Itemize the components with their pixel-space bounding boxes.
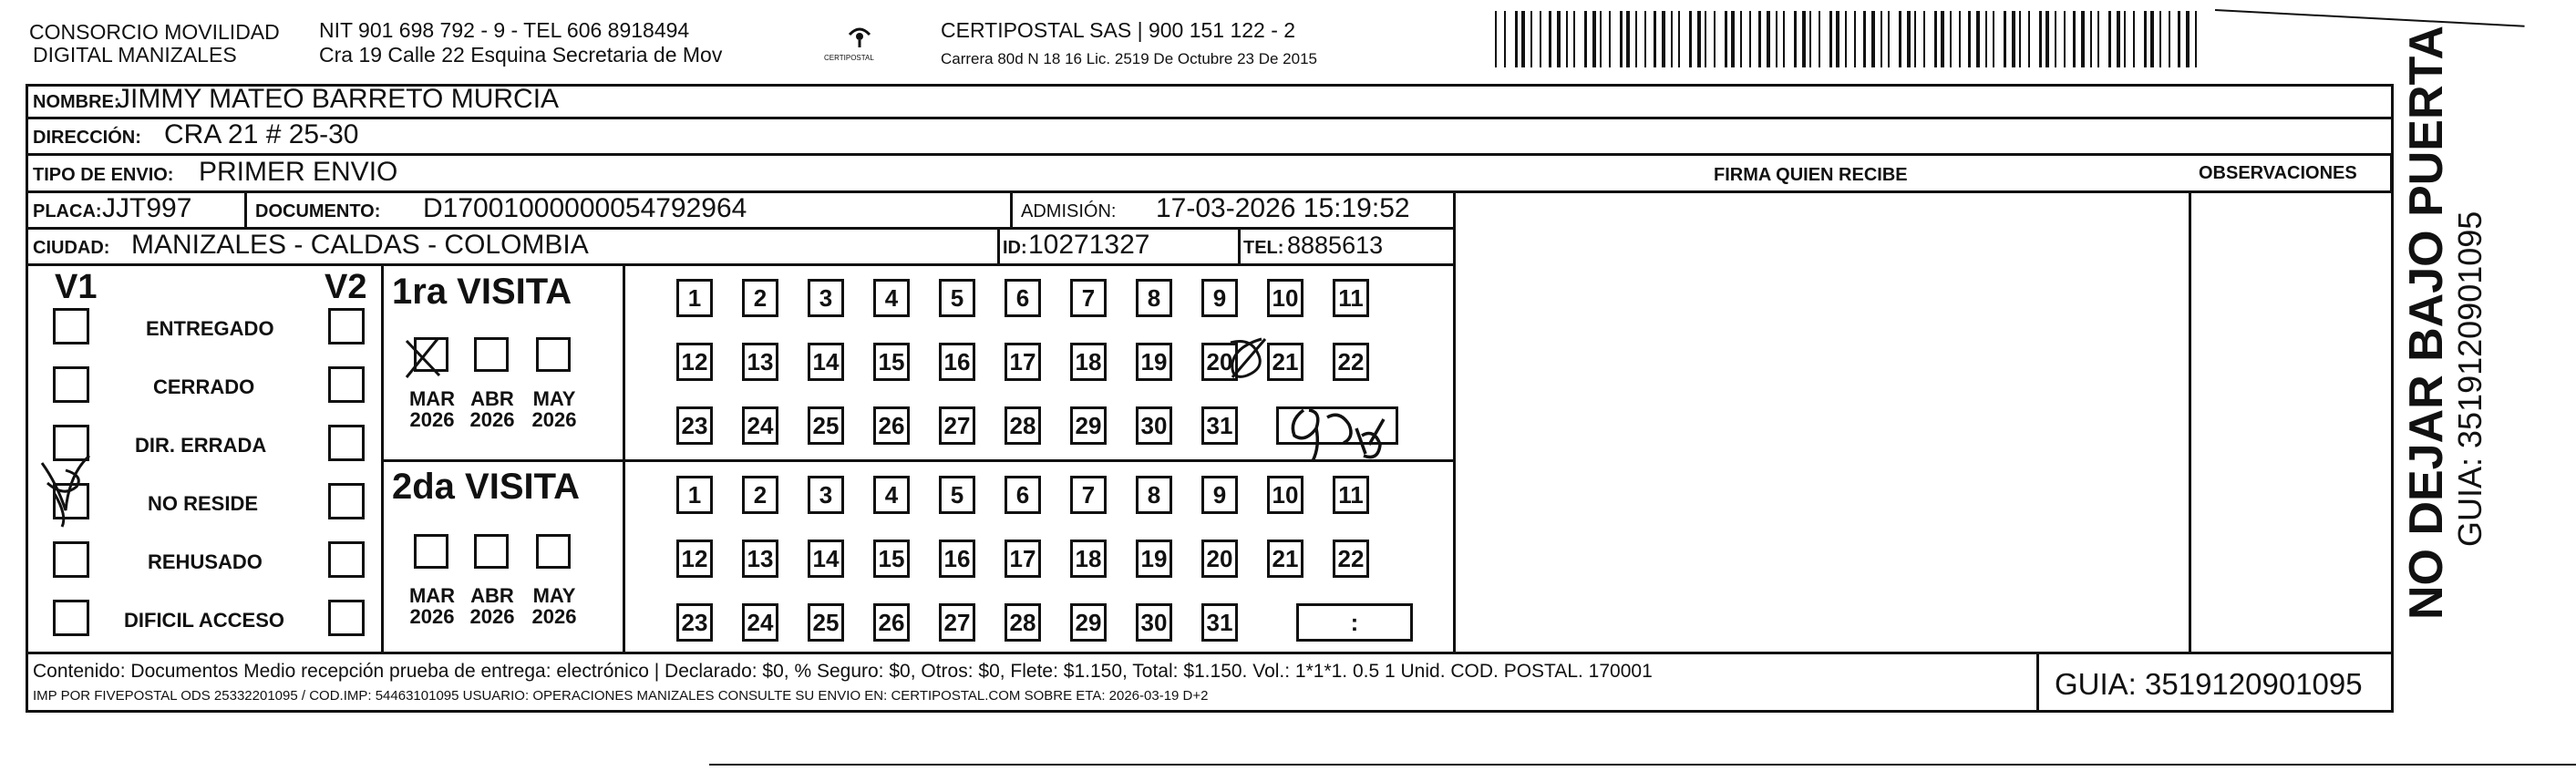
day-box[interactable]: 27 [939,406,975,445]
day-box[interactable]: 13 [742,540,778,578]
firma-header: FIRMA QUIEN RECIBE [1714,165,1908,185]
day-box[interactable]: 25 [808,603,844,642]
side-guia: GUIA: 3519120901095 [2451,211,2488,547]
day-box[interactable]: 8 [1136,279,1172,317]
reason-label: CERRADO [153,375,255,398]
day-box[interactable]: 20 [1201,343,1238,381]
recipient-address: CRA 21 # 25-30 [164,119,359,149]
certipostal-nit: CERTIPOSTAL SAS | 900 151 122 - 2 [941,18,1296,42]
day-box[interactable]: 15 [873,343,910,381]
reason-label: REHUSADO [148,550,263,573]
admission-date: 17-03-2026 15:19:52 [1156,193,1410,223]
month-label: MAY 2026 [531,584,577,629]
day-box[interactable]: 17 [1005,343,1041,381]
month-label: MAR 2026 [408,387,456,432]
footer-imp: IMP POR FIVEPOSTAL ODS 25332201095 / COD.IMP: 54463101095 USUARIO: OPERACIONES MANIZALES CONSULTE SU ENVIO EN: CERTIPOSTAL.COM SOBRE ETA: 2026-03-19 D+2 [33,688,1209,704]
day-box[interactable]: 24 [742,406,778,445]
nombre-label: NOMBRE: [33,92,120,112]
side-warning: NO DEJAR BAJO PUERTA [2400,25,2453,620]
v2-header: V2 [325,268,367,306]
phone-number: 8885613 [1287,231,1384,259]
day-box[interactable]: 26 [873,603,910,642]
month-label: ABR 2026 [469,387,515,432]
license-line: Carrera 80d N 18 16 Lic. 2519 De Octubre 23 De 2015 [941,50,1317,67]
day-box[interactable]: 10 [1267,476,1303,514]
direccion-label: DIRECCIÓN: [33,128,141,148]
footer-content: Contenido: Documentos Medio recepción prueba de entrega: electrónico | Declarado: $0, % Seguro: $0, Otros: $0, Flete: $1.150, Total: $1.150. Vol.: 1*1*1. 0.5 1 Unid. COD. POSTAL. 170001 [33,661,1653,682]
reason-label: ENTREGADO [146,317,274,340]
ciudad-label: CIUDAD: [33,238,110,258]
id-label: ID: [1003,238,1027,258]
month-label: ABR 2026 [469,584,515,629]
city: MANIZALES - CALDAS - COLOMBIA [131,230,589,260]
day-box[interactable]: 16 [939,343,975,381]
day-box[interactable]: 19 [1136,343,1172,381]
day-box[interactable]: 4 [873,279,910,317]
day-box[interactable]: 2 [742,279,778,317]
day-box[interactable]: 5 [939,279,975,317]
day-box[interactable]: 3 [808,279,844,317]
day-box[interactable]: 14 [808,343,844,381]
company-nit: NIT 901 698 792 - 9 - TEL 606 8918494 [319,18,690,42]
id-number: 10271327 [1028,230,1150,260]
day-box[interactable]: 9 [1201,476,1238,514]
day-box[interactable]: 8 [1136,476,1172,514]
placa-label: PLACA: [33,201,102,221]
reason-label: DIR. ERRADA [135,434,267,457]
day-box[interactable]: 31 [1201,406,1238,445]
footer-guia: GUIA: 3519120901095 [2055,667,2363,701]
day-box[interactable]: 6 [1005,476,1041,514]
day-box[interactable]: 24 [742,603,778,642]
day-box[interactable]: 31 [1201,603,1238,642]
day-box[interactable]: 17 [1005,540,1041,578]
bottom-edge-line [709,764,2576,766]
visit2-title: 2da VISITA [392,467,580,507]
day-box[interactable]: 23 [676,406,713,445]
company-name: CONSORCIO MOVILIDAD [29,20,280,44]
month-label: MAY 2026 [531,387,577,432]
day-box[interactable]: 4 [873,476,910,514]
handwritten-time [1293,410,1384,461]
day-box[interactable]: 15 [873,540,910,578]
day-box[interactable]: 16 [939,540,975,578]
day-box[interactable]: 28 [1005,603,1041,642]
document-number: D17001000000054792964 [423,193,747,223]
documento-label: DOCUMENTO: [255,201,381,221]
recipient-name: JIMMY MATEO BARRETO MURCIA [117,84,560,114]
day-box[interactable]: 11 [1333,279,1369,317]
reason-label: NO RESIDE [148,492,259,515]
day-box[interactable]: 18 [1070,540,1107,578]
day-box[interactable]: 1 [676,279,713,317]
company-address: Cra 19 Calle 22 Esquina Secretaria de Mov [319,43,723,67]
day-box[interactable]: 27 [939,603,975,642]
day-box[interactable]: 14 [808,540,844,578]
day-box[interactable]: 22 [1333,343,1369,381]
day-box[interactable]: 9 [1201,279,1238,317]
day-box[interactable]: 30 [1136,603,1172,642]
day-box[interactable]: 22 [1333,540,1369,578]
plate-number: JJT997 [102,193,192,223]
month-label: MAR 2026 [408,584,456,629]
day-box[interactable]: 3 [808,476,844,514]
tel-label: TEL: [1243,238,1284,258]
day-box[interactable]: 20 [1201,540,1238,578]
time-box[interactable]: : [1296,603,1413,642]
cross-mark-icon [407,339,439,377]
day-box[interactable]: 28 [1005,406,1041,445]
shipment-type: PRIMER ENVIO [199,157,398,187]
reason-label: DIFICIL ACCESO [124,609,285,632]
visit1-title: 1ra VISITA [392,272,572,312]
day-box[interactable]: 6 [1005,279,1041,317]
day-box[interactable]: 12 [676,540,713,578]
day-box[interactable]: 7 [1070,279,1107,317]
day-box[interactable]: 5 [939,476,975,514]
day-box[interactable]: 12 [676,343,713,381]
day-box[interactable]: 26 [873,406,910,445]
day-box[interactable]: 21 [1267,540,1303,578]
v1-header: V1 [55,268,98,306]
day-box[interactable]: 21 [1267,343,1303,381]
admision-label: ADMISIÓN: [1021,201,1117,221]
day-box[interactable]: 29 [1070,406,1107,445]
checkmark-scribble-icon [42,456,89,527]
scribble-mark-icon [1231,339,1265,377]
day-box[interactable]: 10 [1267,279,1303,317]
day-box[interactable]: 19 [1136,540,1172,578]
tipo-label: TIPO DE ENVIO: [33,165,174,185]
day-box[interactable]: 18 [1070,343,1107,381]
company-name-line2: DIGITAL MANIZALES [33,43,237,67]
day-box[interactable]: 13 [742,343,778,381]
day-box[interactable]: 25 [808,406,844,445]
day-box[interactable]: 30 [1136,406,1172,445]
day-box[interactable]: 1 [676,476,713,514]
day-box[interactable]: 2 [742,476,778,514]
day-box[interactable]: 11 [1333,476,1369,514]
day-box[interactable]: 29 [1070,603,1107,642]
observaciones-header: OBSERVACIONES [2199,163,2357,183]
logo-caption: CERTIPOSTAL [824,54,874,62]
day-box[interactable]: 7 [1070,476,1107,514]
day-box[interactable]: 23 [676,603,713,642]
